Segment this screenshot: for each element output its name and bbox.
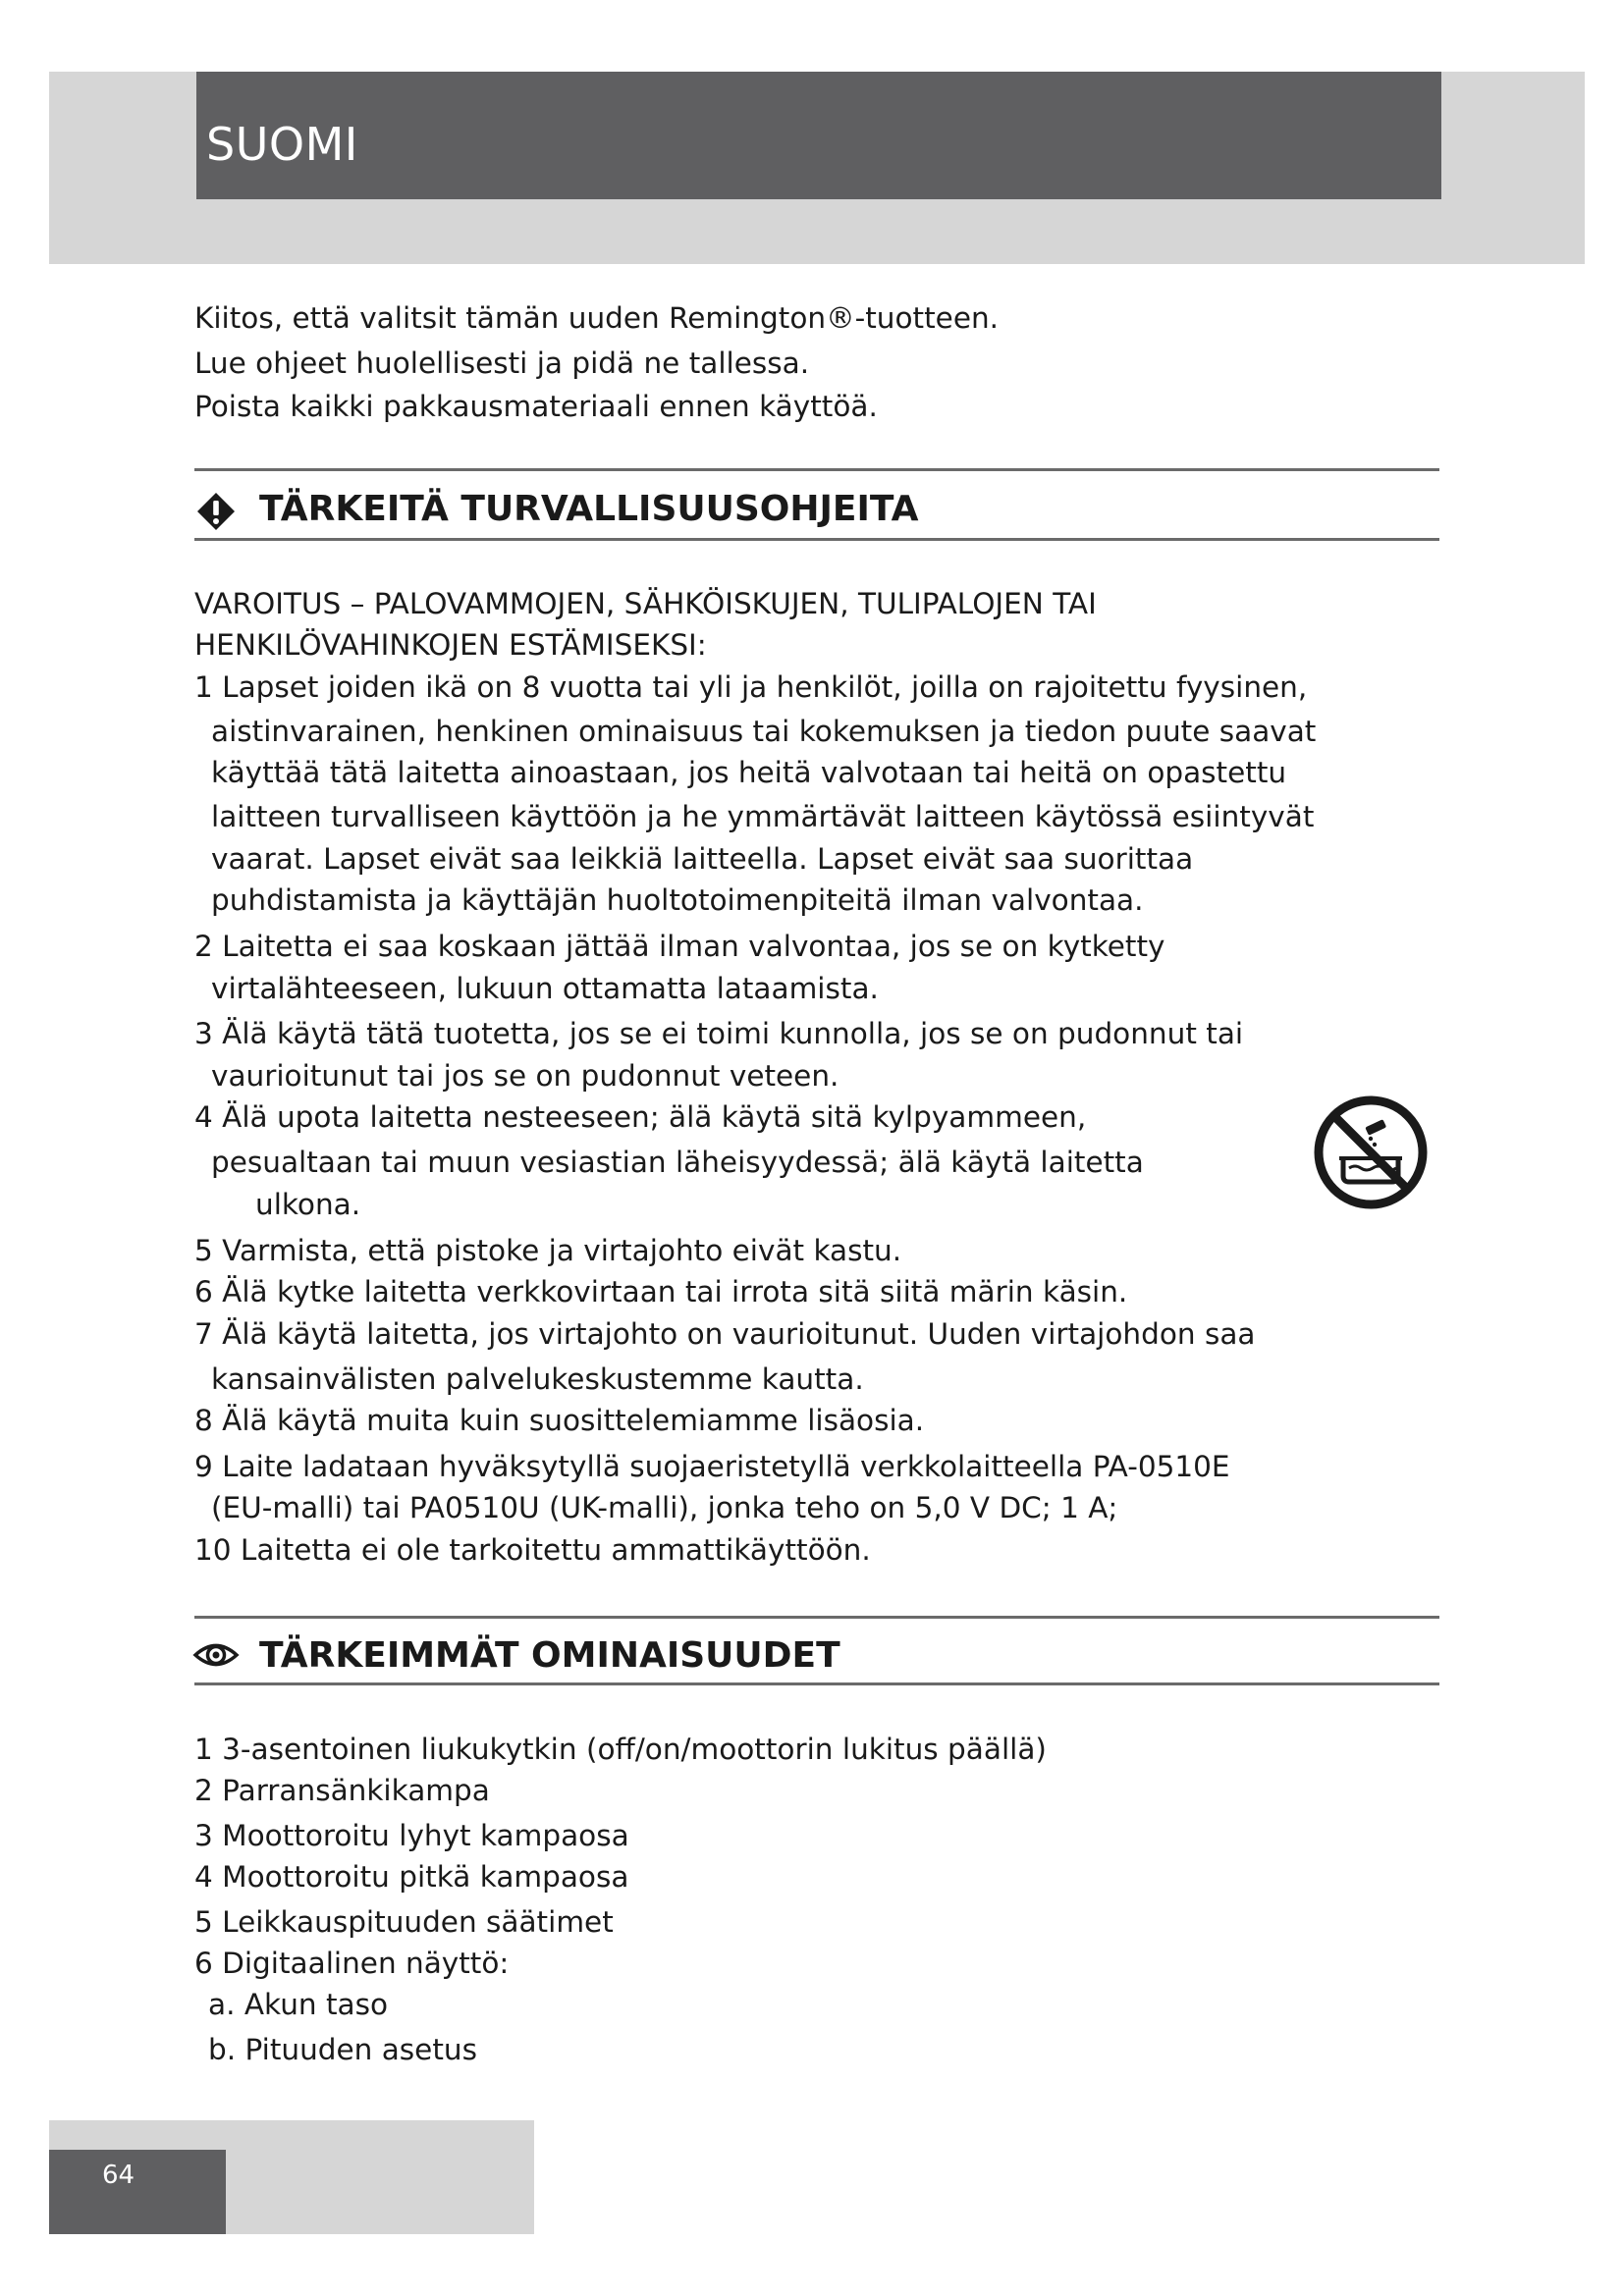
safety-item-cont: pesualtaan tai muun vesiastian läheisyydessä; älä käytä laitetta	[211, 1146, 1144, 1179]
section-rule-top	[194, 1616, 1439, 1619]
safety-item: 6 Älä kytke laitetta verkkovirtaan tai irrota sitä siitä märin käsin.	[194, 1275, 1128, 1308]
page-number: 64	[102, 2161, 135, 2190]
feature-item: 2 Parransänkikampa	[194, 1774, 490, 1807]
warning-diamond-icon	[196, 492, 236, 531]
safety-item: 10 Laitetta ei ole tarkoitettu ammattikäyttöön.	[194, 1533, 871, 1567]
safety-item: 9 Laite ladataan hyväksytyllä suojaeristetyllä verkkolaitteella PA-0510E	[194, 1450, 1230, 1483]
safety-item: 5 Varmista, että pistoke ja virtajohto eivät kastu.	[194, 1234, 902, 1267]
feature-item: 6 Digitaalinen näyttö:	[194, 1947, 510, 1980]
intro-line: Poista kaikki pakkausmateriaali ennen käyttöä.	[194, 390, 878, 423]
safety-item-cont: vaarat. Lapset eivät saa leikkiä laitteella. Lapset eivät saa suorittaa	[211, 842, 1194, 876]
features-section-title: TÄRKEIMMÄT OMINAISUUDET	[259, 1635, 840, 1676]
safety-item-cont: laitteen turvalliseen käyttöön ja he ymmärtävät laitteen käytössä esiintyvät	[211, 800, 1315, 833]
header-title-bar	[196, 72, 1441, 199]
safety-item: 8 Älä käytä muita kuin suosittelemiamme lisäosia.	[194, 1404, 925, 1437]
no-water-bath-icon	[1312, 1094, 1430, 1211]
page-number-tab	[49, 2150, 226, 2234]
page-title: SUOMI	[206, 118, 358, 171]
intro-line: Kiitos, että valitsit tämän uuden Remington®-tuotteen.	[194, 301, 1000, 335]
feature-item: 1 3-asentoinen liukukytkin (off/on/moottorin lukitus päällä)	[194, 1733, 1047, 1766]
safety-item: 2 Laitetta ei saa koskaan jättää ilman valvontaa, jos se on kytketty	[194, 930, 1165, 963]
eye-icon	[192, 1639, 240, 1671]
safety-item-cont: käyttää tätä laitetta ainoastaan, jos heitä valvotaan tai heitä on opastettu	[211, 756, 1287, 789]
feature-item: 3 Moottoroitu lyhyt kampaosa	[194, 1819, 629, 1852]
safety-item-cont: kansainvälisten palvelukeskustemme kautta.	[211, 1362, 864, 1396]
safety-item: 7 Älä käytä laitetta, jos virtajohto on vaurioitunut. Uuden virtajohdon saa	[194, 1317, 1256, 1351]
safety-item-cont: puhdistamista ja käyttäjän huoltotoimenpiteitä ilman valvontaa.	[211, 883, 1144, 917]
safety-item-cont: ulkona.	[255, 1188, 361, 1221]
safety-item-cont: (EU-malli) tai PA0510U (UK-malli), jonka teho on 5,0 V DC; 1 A;	[211, 1491, 1118, 1524]
feature-item: 4 Moottoroitu pitkä kampaosa	[194, 1860, 629, 1894]
warning-heading: VAROITUS – PALOVAMMOJEN, SÄHKÖISKUJEN, TULIPALOJEN TAI	[194, 587, 1097, 620]
safety-item: 3 Älä käytä tätä tuotetta, jos se ei toimi kunnolla, jos se on pudonnut tai	[194, 1017, 1244, 1050]
section-rule-top	[194, 468, 1439, 471]
warning-heading: HENKILÖVAHINKOJEN ESTÄMISEKSI:	[194, 628, 707, 662]
safety-section-title: TÄRKEITÄ TURVALLISUUSOHJEITA	[259, 489, 919, 529]
intro-line: Lue ohjeet huolellisesti ja pidä ne tallessa.	[194, 347, 810, 380]
safety-item: 1 Lapset joiden ikä on 8 vuotta tai yli ja henkilöt, joilla on rajoitettu fyysinen,	[194, 670, 1308, 704]
safety-item: 4 Älä upota laitetta nesteeseen; älä käytä sitä kylpyammeen,	[194, 1100, 1087, 1134]
feature-subitem: b. Pituuden asetus	[208, 2033, 477, 2066]
section-rule-bottom	[194, 538, 1439, 541]
feature-subitem: a. Akun taso	[208, 1988, 389, 2021]
safety-item-cont: aistinvarainen, henkinen ominaisuus tai kokemuksen ja tiedon puute saavat	[211, 715, 1317, 748]
feature-item: 5 Leikkauspituuden säätimet	[194, 1905, 614, 1939]
safety-item-cont: vaurioitunut tai jos se on pudonnut veteen.	[211, 1059, 839, 1093]
section-rule-bottom	[194, 1682, 1439, 1685]
safety-item-cont: virtalähteeseen, lukuun ottamatta lataamista.	[211, 972, 879, 1005]
